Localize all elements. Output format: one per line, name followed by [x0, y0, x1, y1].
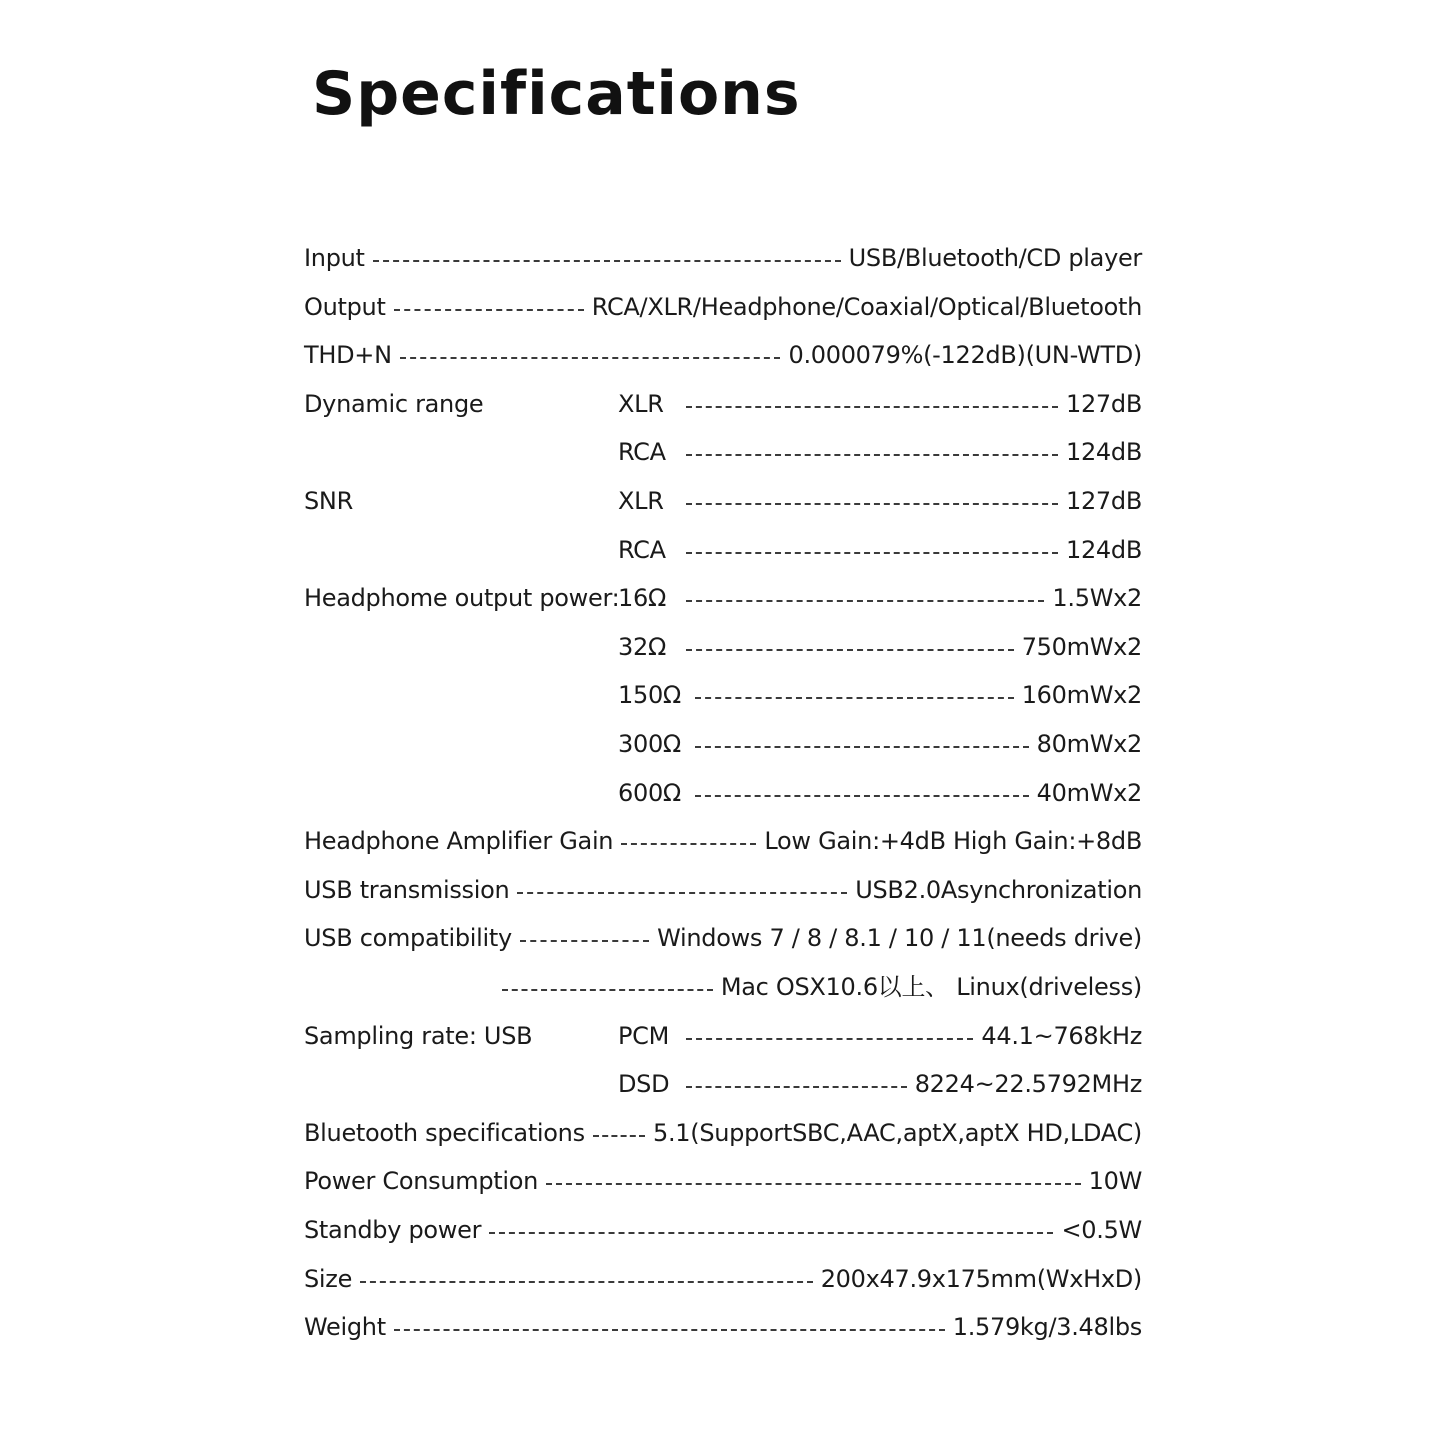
spec-value: Mac OSX10.6以上、 Linux(driveless) — [720, 973, 1142, 1001]
spec-sublabel: 300Ω — [618, 730, 681, 758]
spec-value: 1.5Wx2 — [1052, 584, 1142, 613]
dotted-leader — [360, 1281, 813, 1283]
spec-value: 10W — [1088, 1167, 1142, 1196]
dotted-leader — [686, 1038, 973, 1040]
spec-row-weight — [0, 1307, 1445, 1347]
dotted-leader — [502, 989, 713, 991]
spec-row-dynamic-rca — [0, 432, 1445, 472]
spec-value: 124dB — [1065, 535, 1142, 564]
spec-value: 5.1(SupportSBC,AAC,aptX,aptX HD,LDAC) — [653, 1118, 1142, 1147]
spec-sublabel: RCA — [618, 438, 666, 467]
dotted-leader — [695, 697, 1014, 699]
spec-value: 127dB — [1065, 487, 1142, 515]
spec-label: Headphone Amplifier Gain — [304, 827, 614, 856]
spec-sublabel: XLR — [618, 389, 664, 418]
spec-sublabel: 32Ω — [618, 632, 666, 661]
spec-value: 0.000079%(-122dB)(UN-WTD) — [788, 341, 1142, 370]
spec-sublabel: XLR — [618, 487, 664, 515]
spec-row-sampling-pcm — [0, 1016, 1445, 1056]
spec-value: Low Gain:+4dB High Gain:+8dB — [764, 827, 1142, 856]
spec-label: Input — [304, 244, 365, 272]
spec-value: 160mWx2 — [1021, 681, 1142, 710]
dotted-leader — [686, 600, 1044, 602]
dotted-leader — [394, 309, 584, 311]
spec-value: <0.5W — [1061, 1216, 1142, 1244]
spec-label: Size — [304, 1264, 353, 1293]
spec-sublabel: RCA — [618, 535, 666, 564]
spec-row-hp-600 — [0, 773, 1445, 813]
spec-row-amp-gain — [0, 821, 1445, 861]
spec-row-usb-transmission — [0, 870, 1445, 910]
dotted-leader — [400, 357, 781, 359]
dotted-leader — [695, 746, 1029, 748]
spec-value: 200x47.9x175mm(WxHxD) — [820, 1264, 1142, 1293]
spec-label: Weight — [304, 1313, 386, 1342]
spec-row-sampling-dsd — [0, 1064, 1445, 1104]
spec-value: 80mWx2 — [1036, 730, 1142, 758]
spec-label: Power Consumption — [304, 1167, 539, 1196]
dotted-leader — [686, 1086, 907, 1088]
spec-row-output — [0, 287, 1445, 327]
spec-row-power-consumption — [0, 1161, 1445, 1201]
spec-label: SNR — [304, 487, 353, 515]
spec-sublabel: 150Ω — [618, 681, 681, 710]
spec-value: 8224~22.5792MHz — [914, 1070, 1142, 1099]
dotted-leader — [695, 795, 1029, 797]
dotted-leader — [686, 503, 1058, 505]
dotted-leader — [546, 1183, 1081, 1185]
spec-row-hp-150 — [0, 675, 1445, 715]
spec-row-snr-xlr — [0, 481, 1445, 521]
spec-value: 127dB — [1065, 389, 1142, 418]
spec-value: RCA/XLR/Headphone/Coaxial/Optical/Bluetooth — [591, 292, 1142, 321]
spec-sublabel: PCM — [618, 1021, 670, 1050]
spec-label: THD+N — [304, 341, 392, 370]
spec-sublabel: DSD — [618, 1070, 670, 1099]
dotted-leader — [686, 649, 1014, 651]
spec-row-input — [0, 238, 1445, 278]
dotted-leader — [686, 454, 1058, 456]
dotted-leader — [593, 1135, 645, 1137]
spec-label: Output — [304, 292, 386, 321]
dotted-leader — [686, 406, 1058, 408]
spec-row-size — [0, 1259, 1445, 1299]
spec-value: 750mWx2 — [1021, 632, 1142, 661]
spec-label: Dynamic range — [304, 389, 484, 418]
spec-row-snr-rca — [0, 530, 1445, 570]
spec-row-bluetooth — [0, 1113, 1445, 1153]
spec-label: Sampling rate: USB — [304, 1021, 533, 1050]
spec-label: Standby power — [304, 1216, 482, 1244]
spec-sublabel: 600Ω — [618, 778, 681, 807]
spec-row-standby — [0, 1210, 1445, 1250]
spec-value: 1.579kg/3.48lbs — [952, 1313, 1142, 1342]
dotted-leader — [621, 843, 756, 845]
spec-row-hp-300 — [0, 724, 1445, 764]
spec-sublabel: 16Ω — [618, 584, 666, 613]
dotted-leader — [489, 1232, 1053, 1234]
spec-value: USB/Bluetooth/CD player — [848, 244, 1142, 272]
spec-value: 44.1~768kHz — [981, 1021, 1142, 1050]
spec-value: 40mWx2 — [1036, 778, 1142, 807]
spec-value: USB2.0Asynchronization — [855, 875, 1142, 904]
dotted-leader — [520, 940, 649, 942]
spec-row-usb-compat-mac — [0, 967, 1445, 1007]
spec-label: Bluetooth specifications — [304, 1118, 585, 1147]
spec-row-hp-16 — [0, 578, 1445, 618]
spec-label: USB compatibility — [304, 924, 512, 953]
spec-row-usb-compat-windows — [0, 918, 1445, 958]
spec-row-thd — [0, 335, 1445, 375]
spec-value: 124dB — [1065, 438, 1142, 467]
dotted-leader — [373, 260, 841, 262]
dotted-leader — [394, 1329, 945, 1331]
dotted-leader — [517, 892, 847, 894]
spec-row-dynamic-xlr — [0, 384, 1445, 424]
spec-value: Windows 7 / 8 / 8.1 / 10 / 11(needs drive) — [657, 924, 1142, 953]
spec-label: Headphome output power: — [304, 584, 620, 613]
dotted-leader — [686, 552, 1058, 554]
spec-label: USB transmission — [304, 875, 510, 904]
page-title: Specifications — [312, 59, 801, 129]
spec-row-hp-32 — [0, 627, 1445, 667]
